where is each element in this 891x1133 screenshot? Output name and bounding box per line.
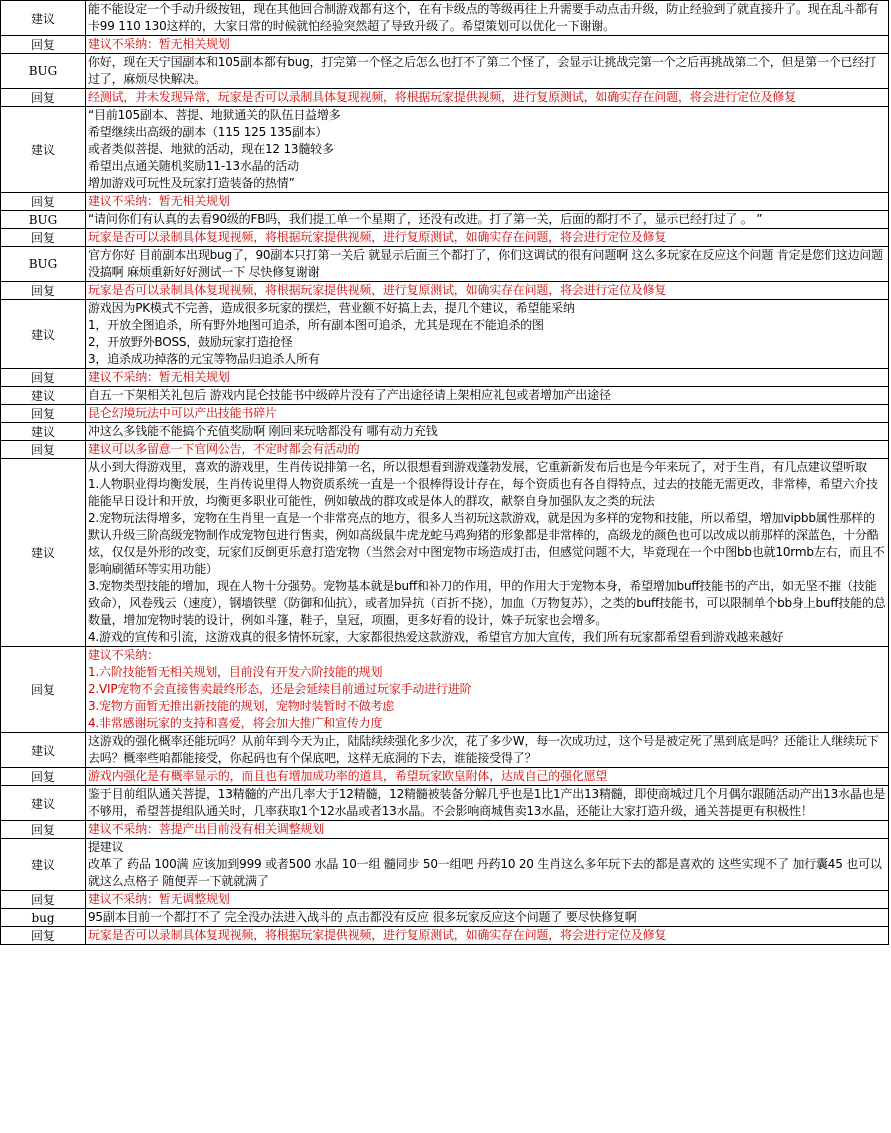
text-line: 1.六阶技能暂无相关规划，目前没有开发六阶技能的规划 — [88, 665, 383, 679]
reply-text-cell — [86, 441, 889, 459]
category-cell: 回复 — [1, 36, 86, 54]
reply-row — [1, 441, 889, 459]
feedback-text-cell — [86, 1, 889, 36]
suggestion-row — [1, 733, 889, 768]
category-cell: 回复 — [1, 282, 86, 300]
suggestion-row — [1, 300, 889, 369]
text-line: 建议不采纳：暂无相关规划 — [88, 194, 230, 208]
category-cell: 回复 — [1, 193, 86, 211]
reply-row — [1, 647, 889, 733]
suggestion-row — [1, 459, 889, 647]
reply-text-cell — [86, 891, 889, 909]
category-cell: BUG — [1, 211, 86, 229]
bug-row — [1, 211, 889, 229]
text-line: 4.游戏的宣传和引流，这游戏真的很多情怀玩家，大家都很热爱这款游戏，希望官方加大宣传，我们所有玩家都希望看到游戏越来越好 — [88, 630, 784, 644]
category-cell: 建议 — [1, 423, 86, 441]
category-cell: 建议 — [1, 300, 86, 369]
text-line: 改革了 药品 100满 应该加到999 或者500 水晶 10一组 髓同步 50一组吧 丹药10 20 生肖这么多年玩下去的都是喜欢的 这些实现不了 加行囊45 也可以 就这么点格子 随便弄一下就就满了 — [88, 857, 882, 888]
text-line: 经测试，并未发现异常，玩家是否可以录制具体复现视频，将根据玩家提供视频，进行复原测试，如确实存在问题，将会进行定位及修复 — [88, 90, 797, 104]
feedback-text-cell — [86, 247, 889, 282]
text-line: 3.宠物类型技能的增加，现在人物十分强势。宠物基本就是buff和补刀的作用，甲的作用大于宠物本身，希望增加buff技能书的产出，如无坚不摧（技能致命），风卷残云（速度），钢墙铁壁（防御和仙抗），或者加异抗（百折不挠），加血（万物复苏），之类的buff技能书，可以限制单个bb身上buff技能的总数量，增加宠物时装的设计，例如斗篷，鞋子，皇冠，项圈，更多好看的设计，姝子玩家也会增多。 — [88, 579, 886, 627]
bug-row — [1, 247, 889, 282]
reply-row — [1, 369, 889, 387]
text-line: 你好，现在天宁国副本和105副本都有bug，打完第一个怪之后怎么也打不了第二个怪了，会显示让挑战完第一个之后再挑战第二个，但是第一个已经打过了，麻烦尽快解决。 — [88, 55, 876, 86]
category-cell: 回复 — [1, 927, 86, 945]
category-cell: 回复 — [1, 369, 86, 387]
reply-text-cell — [86, 927, 889, 945]
feedback-text-cell — [86, 786, 889, 821]
text-line: 95副本目前一个都打不了 完全没办法进入战斗的 点击都没有反应 很多玩家反应这个问题了 要尽快修复啊 — [88, 910, 637, 924]
category-cell: 回复 — [1, 768, 86, 786]
text-line: 希望出点通关随机奖励11-13水晶的活动 — [88, 159, 299, 173]
feedback-text-cell — [86, 909, 889, 927]
text-line: 或者类似菩提、地狱的活动，现在12 13髓较多 — [88, 142, 334, 156]
suggestion-row — [1, 839, 889, 891]
text-line: 玩家是否可以录制具体复现视频，将根据玩家提供视频，进行复原测试，如确实存在问题，将会进行定位及修复 — [88, 928, 667, 942]
category-cell: 建议 — [1, 459, 86, 647]
reply-text-cell — [86, 768, 889, 786]
feedback-table-body — [1, 1, 889, 945]
text-line: 增加游戏可玩性及玩家打造装备的热情” — [88, 176, 295, 190]
suggestion-row — [1, 786, 889, 821]
feedback-text-cell — [86, 387, 889, 405]
feedback-text-cell — [86, 839, 889, 891]
bug-row — [1, 54, 889, 89]
text-line: 自五一下架相关礼包后 游戏内昆仑技能书中级碎片没有了产出途径请上架相应礼包或者增加产出途径 — [88, 388, 611, 402]
category-cell: 建议 — [1, 1, 86, 36]
reply-text-cell — [86, 89, 889, 107]
feedback-text-cell — [86, 300, 889, 369]
category-cell: 回复 — [1, 405, 86, 423]
text-line: 玩家是否可以录制具体复现视频，将根据玩家提供视频，进行复原测试，如确实存在问题，将会进行定位及修复 — [88, 230, 667, 244]
category-cell: 建议 — [1, 387, 86, 405]
text-line: 昆仑幻境玩法中可以产出技能书碎片 — [88, 406, 277, 420]
reply-row — [1, 229, 889, 247]
feedback-text-cell — [86, 459, 889, 647]
text-line: 官方你好 目前副本出现bug了，90副本只打第一关后 就显示后面三个都打了，你们这调试的很有问题啊 这么多玩家在反应这个问题 肯定是您们这边问题没搞啊 麻烦重新好好测试一下 尽快修复谢谢 — [88, 248, 883, 279]
text-line: 1，开放全图追杀，所有野外地图可追杀，所有副本图可追杀，尤其是现在不能追杀的图 — [88, 318, 544, 332]
bug-row — [1, 909, 889, 927]
reply-row — [1, 891, 889, 909]
reply-row — [1, 193, 889, 211]
text-line: 3，追杀成功掉落的元宝等物品归追杀人所有 — [88, 352, 320, 366]
reply-text-cell — [86, 282, 889, 300]
category-cell: 建议 — [1, 839, 86, 891]
text-line: 游戏内强化是有概率显示的，而且也有增加成功率的道具，希望玩家欧皇附体，达成自己的强化愿望 — [88, 769, 608, 783]
suggestion-row — [1, 1, 889, 36]
text-line: 这游戏的强化概率还能玩吗？从前年到今天为止，陆陆续续强化多少次，花了多少W，每一次成功过，这个号是被定死了黑到底是吗？还能让人继续玩下去吗？概率些咱都能接受，你起码也有个保底吧，这样无底洞的下去，谁能接受得了？ — [88, 734, 879, 765]
text-line: 建议不采纳：暂无调整规划 — [88, 892, 230, 906]
category-cell: 回复 — [1, 89, 86, 107]
text-line: 希望继续出高级的副本（115 125 135副本） — [88, 125, 328, 139]
feedback-text-cell — [86, 733, 889, 768]
category-cell: 建议 — [1, 786, 86, 821]
category-cell: bug — [1, 909, 86, 927]
text-line: 建议不采纳： — [88, 648, 159, 662]
category-cell: 回复 — [1, 821, 86, 839]
category-cell: BUG — [1, 54, 86, 89]
reply-row — [1, 89, 889, 107]
reply-text-cell — [86, 405, 889, 423]
suggestion-row — [1, 423, 889, 441]
category-cell: 回复 — [1, 229, 86, 247]
reply-row — [1, 282, 889, 300]
text-line: “请问你们有认真的去看90级的FB吗，我们提工单一个星期了，还没有改进。打了第一关，后面的都打不了，显示已经打过了 。 ” — [88, 212, 763, 226]
text-line: 4.非常感谢玩家的支持和喜爱，将会加大推广和宣传力度 — [88, 716, 383, 730]
feedback-text-cell — [86, 54, 889, 89]
text-line: 鉴于目前组队通关菩提，13精髓的产出几率大于12精髓，12精髓被装备分解几乎也是1比1产出13精髓，即使商城过几个月偶尔跟随活动产出13水晶也是不够用，希望菩提组队通关时，几率获取1个12水晶或者13水晶。不会影响商城售卖13水晶，还能让大家打造升级，通关菩提更有积极性！ — [88, 787, 886, 818]
text-line: 建议不采纳：菩提产出目前没有相关调整规划 — [88, 822, 325, 836]
reply-text-cell — [86, 821, 889, 839]
category-cell: 建议 — [1, 107, 86, 193]
text-line: 2，开放野外BOSS，鼓励玩家打造抢怪 — [88, 335, 293, 349]
reply-row — [1, 36, 889, 54]
text-line: 3.宠物方面暂无推出新技能的规划，宠物时装暂时不做考虑 — [88, 699, 395, 713]
text-line: 能不能设定一个手动升级按钮，现在其他回合制游戏都有这个，在有卡级点的等级再往上升需要手动点击升级，防止经验到了就直接升了。现在乱斗都有卡99 110 130这样的，大家日常的时候就怕经验突然超了导致升级了。希望策划可以优化一下谢谢。 — [88, 2, 879, 33]
reply-row — [1, 405, 889, 423]
category-cell: 回复 — [1, 647, 86, 733]
text-line: 从小到大得游戏里，喜欢的游戏里，生肖传说排第一名，所以很想看到游戏蓬勃发展，它重新新发布后也是今年来玩了，对于生肖，有几点建议望听取 — [88, 460, 867, 474]
text-line: 2.VIP宠物不会直接售卖最终形态，还是会延续目前通过玩家手动进行进阶 — [88, 682, 472, 696]
category-cell: 回复 — [1, 891, 86, 909]
reply-row — [1, 821, 889, 839]
text-line: 玩家是否可以录制具体复现视频，将根据玩家提供视频，进行复原测试，如确实存在问题，将会进行定位及修复 — [88, 283, 667, 297]
text-line: 建议不采纳：暂无相关规划 — [88, 37, 230, 51]
feedback-text-cell — [86, 107, 889, 193]
reply-row — [1, 768, 889, 786]
text-line: “目前105副本、菩提、地狱通关的队伍日益增多 — [88, 108, 341, 122]
category-cell: 建议 — [1, 733, 86, 768]
text-line: 建议不采纳：暂无相关规划 — [88, 370, 230, 384]
text-line: 2.宠物玩法得增多，宠物在生肖里一直是一个非常亮点的地方，很多人当初玩这款游戏，就是因为多样的宠物和技能，所以希望，增加vipbb属性那样的默认升级三阶高级宠物制作成宠物包进行售卖，例如高级鼠牛虎龙蛇马鸡狗猪的形象都是非常棒的，高级龙的颜色也可以改成以前那样的深蓝色，十分酷炫，仅仅是外形的改变，玩家们反倒更乐意打造宠物（当然会对中图宠物市场造成打击，但感觉问题不大，毕竟现在一个中图bb也就10rmb左右，而且不影响刷循环等实用功能） — [88, 511, 885, 576]
feedback-text-cell — [86, 423, 889, 441]
category-cell: 回复 — [1, 441, 86, 459]
text-line: 游戏因为PK模式不完善，造成很多玩家的摆烂，营业额不好搞上去，提几个建议，希望能采纳 — [88, 301, 575, 315]
reply-text-cell — [86, 229, 889, 247]
reply-row — [1, 927, 889, 945]
suggestion-row — [1, 387, 889, 405]
text-line: 1.人物职业得均衡发展，生肖传说里得人物资质系统一直是一个很棒得设计存在，每个资质也有各自得特点，过去的技能无需更改，非常棒，希望六介技能能早日设计和开放，均衡更多职业可能性，例如敏战的群攻或是体人的群攻，献祭自身加强队友之类的玩法 — [88, 477, 878, 508]
suggestion-row — [1, 107, 889, 193]
text-line: 建议可以多留意一下官网公告，不定时都会有活动的 — [88, 442, 360, 456]
reply-text-cell — [86, 369, 889, 387]
reply-text-cell — [86, 647, 889, 733]
feedback-text-cell — [86, 211, 889, 229]
text-line: 冲这么多钱能不能搞个充值奖励啊 刚回来玩啥都没有 哪有动力充钱 — [88, 424, 438, 438]
reply-text-cell — [86, 193, 889, 211]
category-cell: BUG — [1, 247, 86, 282]
reply-text-cell — [86, 36, 889, 54]
text-line: 提建议 — [88, 840, 124, 854]
